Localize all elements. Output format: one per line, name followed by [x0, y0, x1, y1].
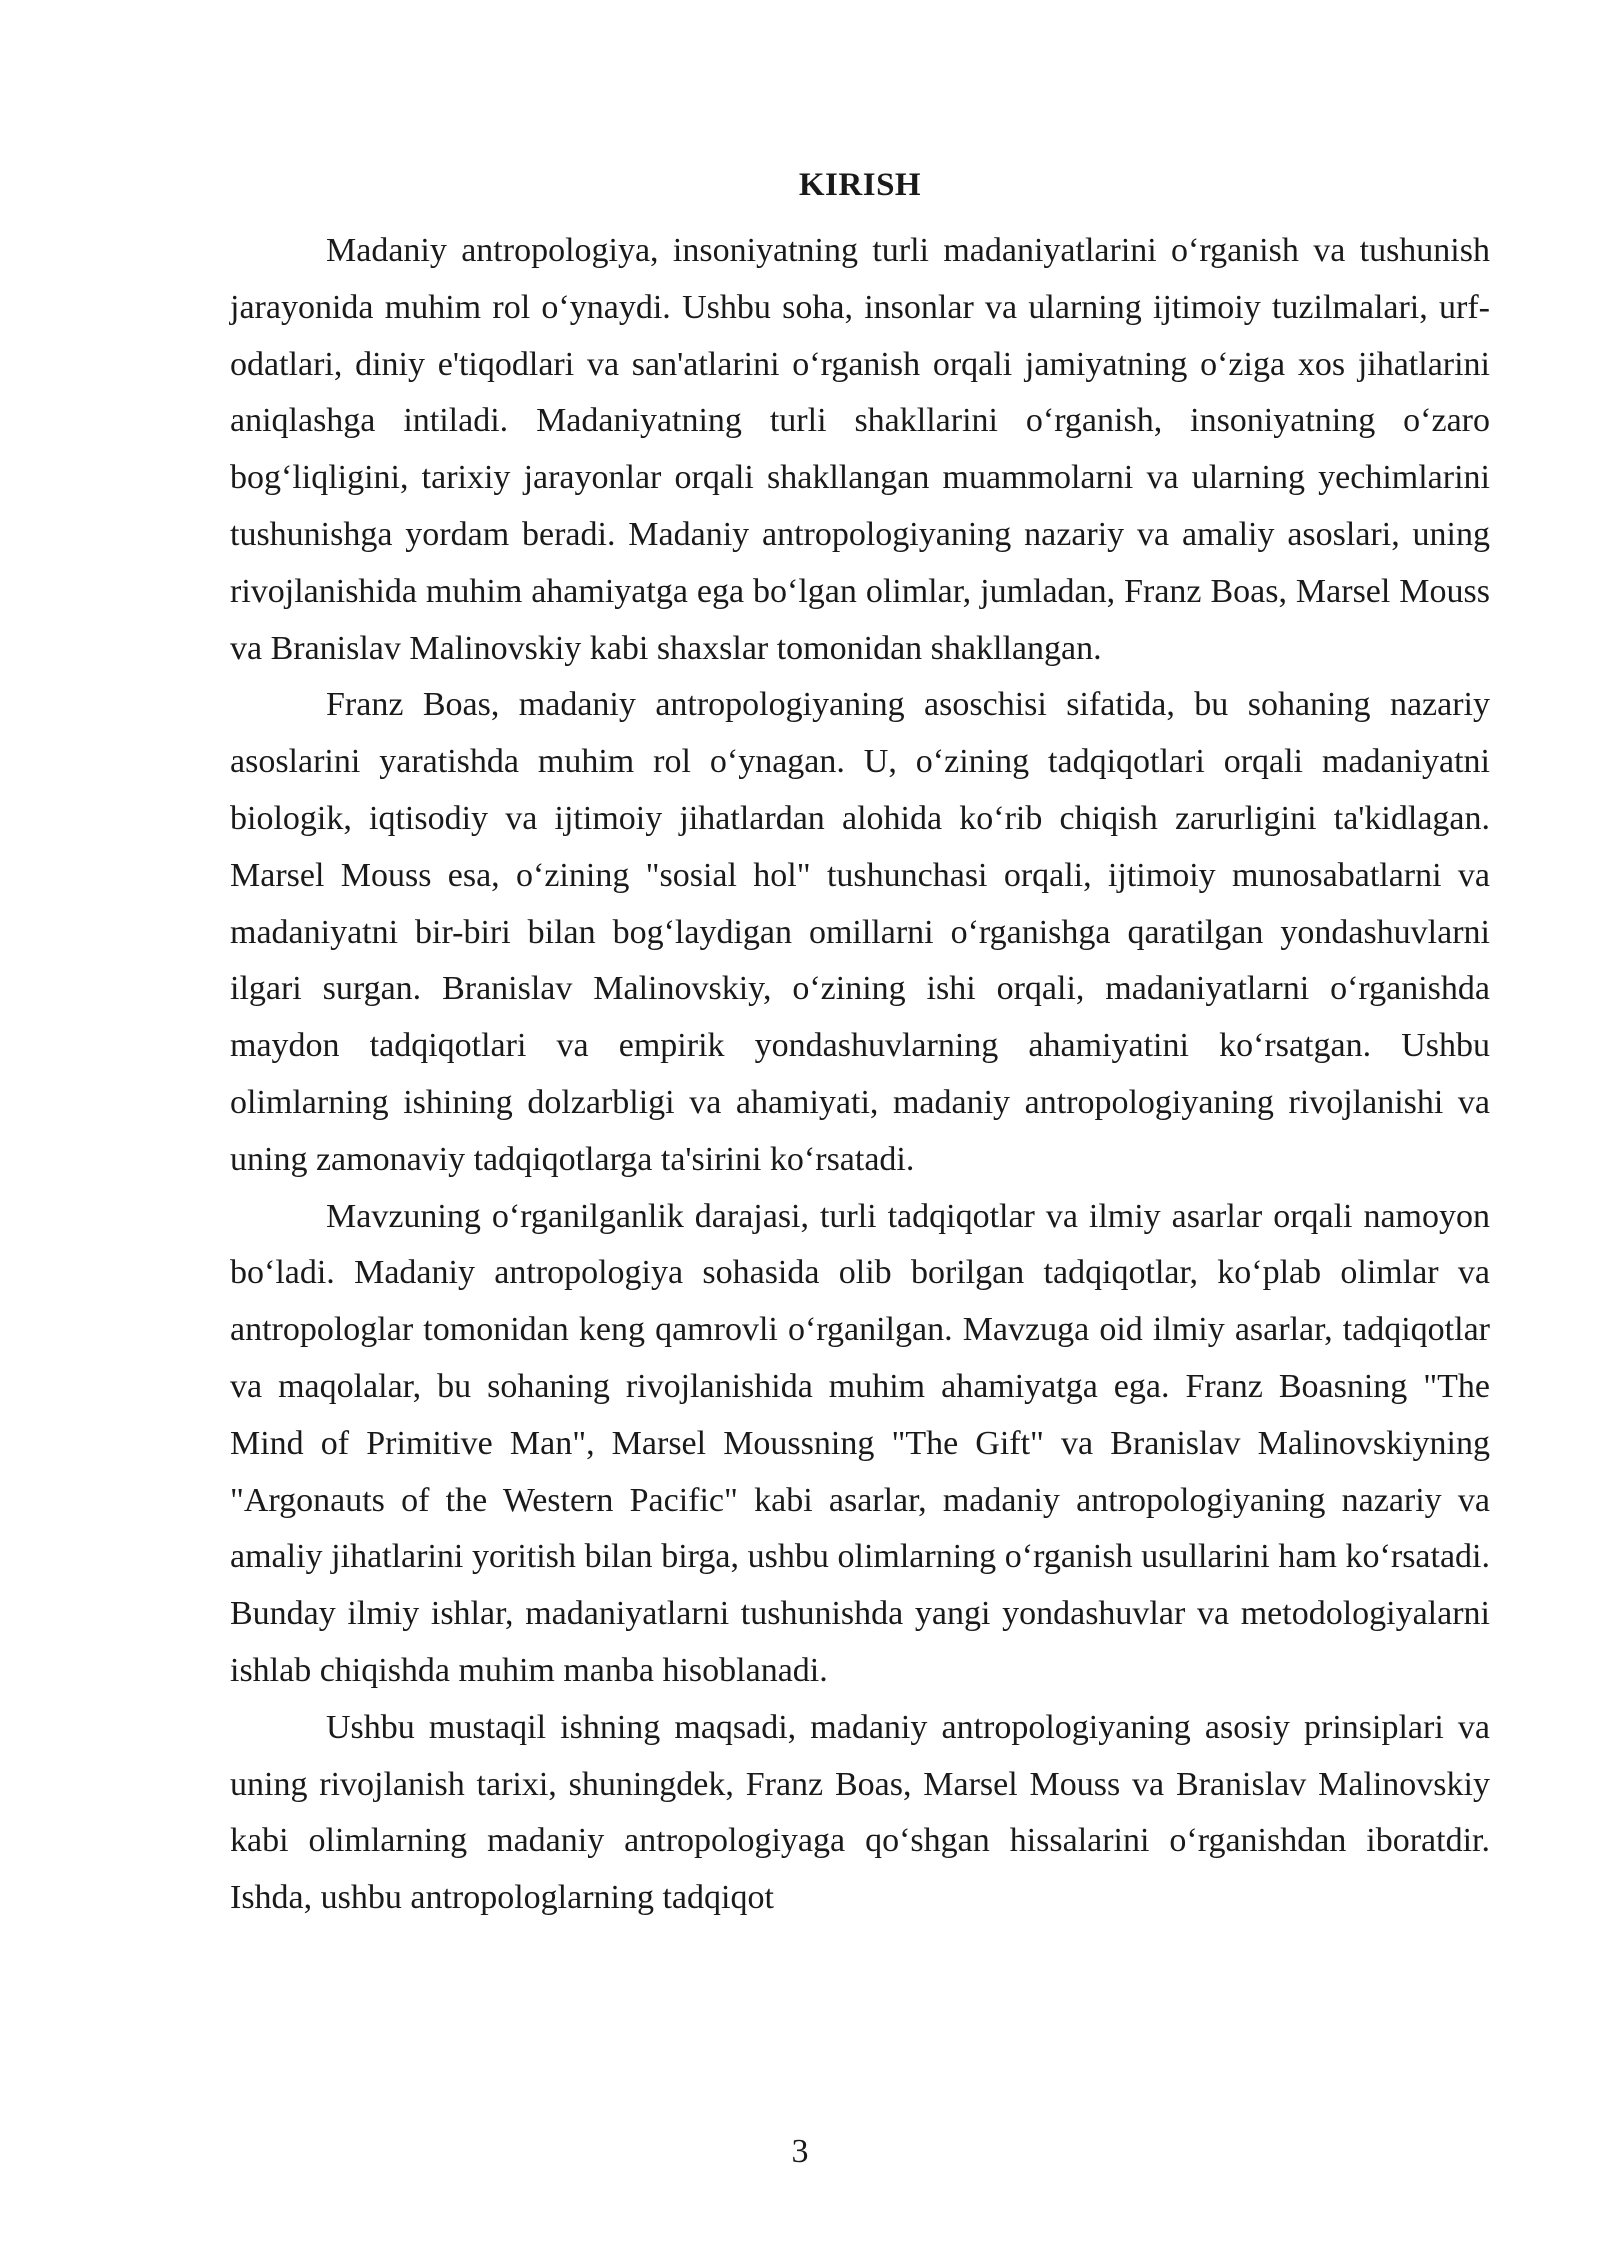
document-page	[230, 165, 1490, 1927]
page-number: 3	[791, 2133, 809, 2170]
paragraph-4: Ushbu mustaqil ishning maqsadi, madaniy antropologiyaning asosiy prinsiplari va uning rivojlanish tarixi, shuningdek, Franz Boas, Marsel Mouss va Branislav Malinovskiy kabi olimlarning madaniy antropologiyaga qo‘shgan hissalarini o‘rganishdan iboratdir. Ishda, ushbu antropologlarning tadqiqot	[230, 1708, 1490, 1917]
paragraph-2: Franz Boas, madaniy antropologiyaning asoschisi sifatida, bu sohaning nazariy asoslarini yaratishda muhim rol o‘ynagan. U, o‘zining tadqiqotlari orqali madaniyatni biologik, iqtisodiy va ijtimoiy jihatlardan alohida ko‘rib chiqish zarurligini ta'kidlagan. Marsel Mouss esa, o‘zining "sosial hol" tushunchasi orqali, ijtimoiy munosabatlarni va madaniyatni bir-biri bilan bog‘laydigan omillarni o‘rganishga qaratilgan yondashuvlarni ilgari surgan. Branislav Malinovskiy, o‘zining ishi orqali, madaniyatlarni o‘rganishda maydon tadqiqotlari va empirik yondashuvlarning ahamiyatini ko‘rsatgan. Ushbu olimlarning ishining dolzarbligi va ahamiyati, madaniy antropologiyaning rivojlanishi va uning zamonaviy tadqiqotlarga ta'sirini ko‘rsatadi.	[230, 686, 1490, 1178]
paragraph-1: Madaniy antropologiya, insoniyatning turli madaniyatlarini o‘rganish va tushunish jarayonida muhim rol o‘ynaydi. Ushbu soha, insonlar va ularning ijtimoiy tuzilmalari, urf-odatlari, diniy e'tiqodlari va san'atlarini o‘rganish orqali jamiyatning o‘ziga xos jihatlarini aniqlashga intiladi. Madaniyatning turli shakllarini o‘rganish, insoniyatning o‘zaro bog‘liqligini, tarixiy jarayonlar orqali shakllangan muammolarni va ularning yechimlarini tushunishga yordam beradi. Madaniy antropologiyaning nazariy va amaliy asoslari, uning rivojlanishida muhim ahamiyatga ega bo‘lgan olimlar, jumladan, Franz Boas, Marsel Mouss va Branislav Malinovskiy kabi shaxslar tomonidan shakllangan.	[230, 232, 1490, 667]
page-title: KIRISH	[798, 167, 922, 203]
paragraph-3: Mavzuning o‘rganilganlik darajasi, turli tadqiqotlar va ilmiy asarlar orqali namoyon bo‘ladi. Madaniy antropologiya sohasida olib borilgan tadqiqotlar, ko‘plab olimlar va antropologlar tomonidan keng qamrovli o‘rganilgan. Mavzuga oid ilmiy asarlar, tadqiqotlar va maqolalar, bu sohaning rivojlanishida muhim ahamiyatga ega. Franz Boasning "The Mind of Primitive Man", Marsel Moussning "The Gift" va Branislav Malinovskiyning "Argonauts of the Western Pacific" kabi asarlar, madaniy antropologiyaning nazariy va amaliy jihatlarini yoritish bilan birga, ushbu olimlarning o‘rganish usullarini ham ko‘rsatadi. Bunday ilmiy ishlar, madaniyatlarni tushunishda yangi yondashuvlar va metodologiyalarni ishlab chiqishda muhim manba hisoblanadi.	[230, 1197, 1490, 1689]
